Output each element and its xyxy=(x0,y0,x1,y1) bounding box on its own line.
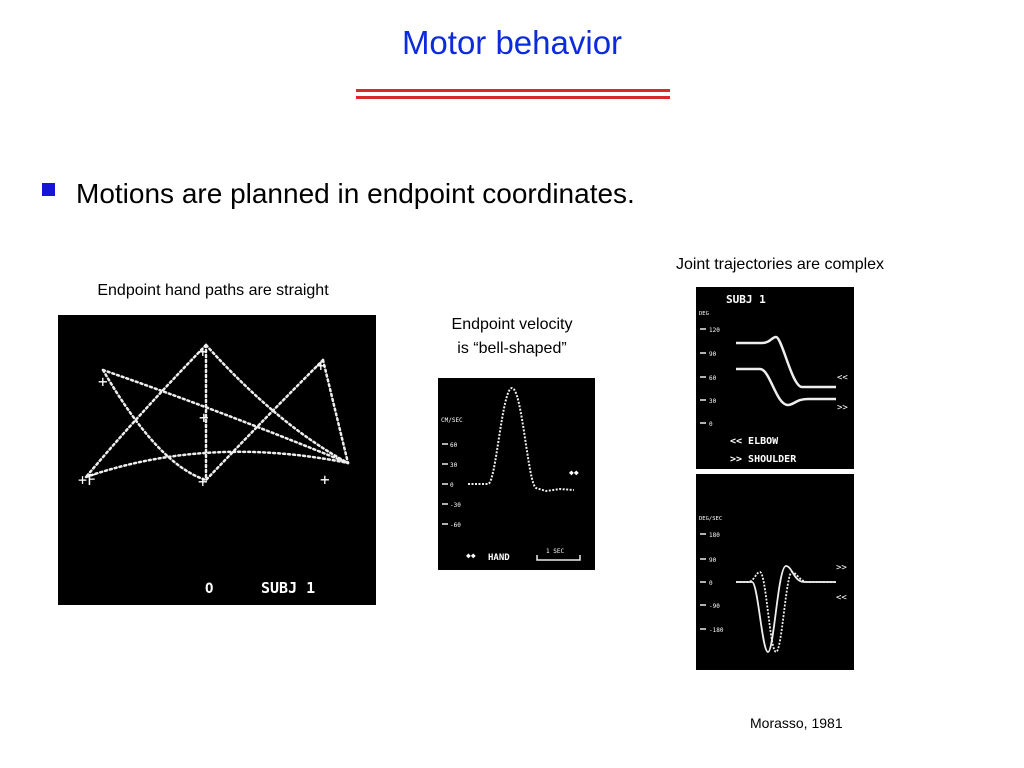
joint-velocity-plot xyxy=(696,474,854,670)
velocity-tick-30: 30 xyxy=(450,462,458,469)
joint-velocity-figure xyxy=(696,474,854,670)
caption-hand-paths: Endpoint hand paths are straight xyxy=(97,282,329,299)
title-underline-top xyxy=(356,89,670,92)
elbow-angle-curve xyxy=(736,337,836,387)
elbow-velocity-curve xyxy=(736,566,836,652)
caption-velocity-line1: Endpoint velocity xyxy=(451,316,573,333)
shoulder-velocity-curve xyxy=(736,572,836,652)
hand-paths-figure xyxy=(58,315,376,605)
velocity-figure xyxy=(438,378,595,570)
target-plus-top-center: + xyxy=(198,342,208,361)
subject-label: SUBJ 1 xyxy=(261,579,316,597)
angle-tick-30: 30 xyxy=(709,398,717,405)
hand-paths-plot xyxy=(58,315,376,605)
velocity-tick-60: 60 xyxy=(450,442,458,449)
target-plus-center: + xyxy=(199,408,209,427)
hand-path-1 xyxy=(103,370,206,480)
title-underline-bottom xyxy=(356,96,670,99)
caption-velocity-line2: is “bell-shaped” xyxy=(457,340,567,357)
target-plus-top-right: + xyxy=(316,356,326,375)
bullet-text: Motions are planned in endpoint coordinates. xyxy=(76,178,635,209)
jvel-tick-90: 90 xyxy=(709,557,717,564)
target-f-bottom-left: +F xyxy=(78,471,97,489)
joint-angle-subject: SUBJ 1 xyxy=(726,293,766,306)
joint-angle-axis-title: DEG xyxy=(699,311,709,317)
jvel-tick-neg180: -180 xyxy=(709,627,724,634)
hand-path-4 xyxy=(86,345,206,477)
velocity-plot xyxy=(438,378,595,570)
jvel-elbow-marker: << xyxy=(836,593,847,603)
velocity-time-scale-label: 1 SEC xyxy=(546,548,565,555)
velocity-legend-marker: ◆◆ xyxy=(569,468,579,477)
angle-tick-0: 0 xyxy=(709,421,713,428)
joint-angle-plot xyxy=(696,287,854,469)
angle-tick-90: 90 xyxy=(709,351,717,358)
angle-tick-60: 60 xyxy=(709,375,717,382)
elbow-curve-marker: << xyxy=(837,373,848,383)
legend-elbow: << ELBOW xyxy=(730,436,779,447)
hand-path-7 xyxy=(86,452,348,477)
angle-tick-120: 120 xyxy=(709,327,720,334)
hand-path-6 xyxy=(323,360,348,463)
velocity-axis-title: CM/SEC xyxy=(441,417,463,424)
target-plus-bottom-right: + xyxy=(320,470,330,489)
velocity-tick-neg60: -60 xyxy=(450,522,461,529)
jvel-tick-180: 180 xyxy=(709,532,720,539)
joint-vel-axis-title: DEG/SEC xyxy=(699,516,723,522)
target-plus-top-left: + xyxy=(98,372,108,391)
velocity-tick-0: 0 xyxy=(450,482,454,489)
velocity-time-scale-bar xyxy=(537,555,580,560)
velocity-tick-neg30: -30 xyxy=(450,502,461,509)
hand-path-8 xyxy=(206,345,348,463)
target-plus-bottom-center: + xyxy=(198,472,208,491)
caption-joint-trajectories: Joint trajectories are complex xyxy=(675,256,885,273)
velocity-bell-curve xyxy=(468,388,574,491)
bullet-marker xyxy=(42,183,55,196)
joint-angle-figure xyxy=(696,287,854,469)
velocity-legend-hand: HAND xyxy=(488,553,510,563)
jvel-shoulder-marker: >> xyxy=(836,563,847,573)
jvel-tick-neg90: -90 xyxy=(709,603,720,610)
jvel-tick-0: 0 xyxy=(709,580,713,587)
slide-title: Motor behavior xyxy=(401,24,623,61)
marker-o: O xyxy=(205,581,214,597)
velocity-legend-diamonds: ◆◆ xyxy=(466,551,476,560)
caption-velocity xyxy=(412,313,612,361)
shoulder-curve-marker: >> xyxy=(837,403,848,413)
legend-shoulder: >> SHOULDER xyxy=(730,454,797,465)
hand-path-5 xyxy=(206,360,323,480)
citation: Morasso, 1981 xyxy=(750,715,843,731)
